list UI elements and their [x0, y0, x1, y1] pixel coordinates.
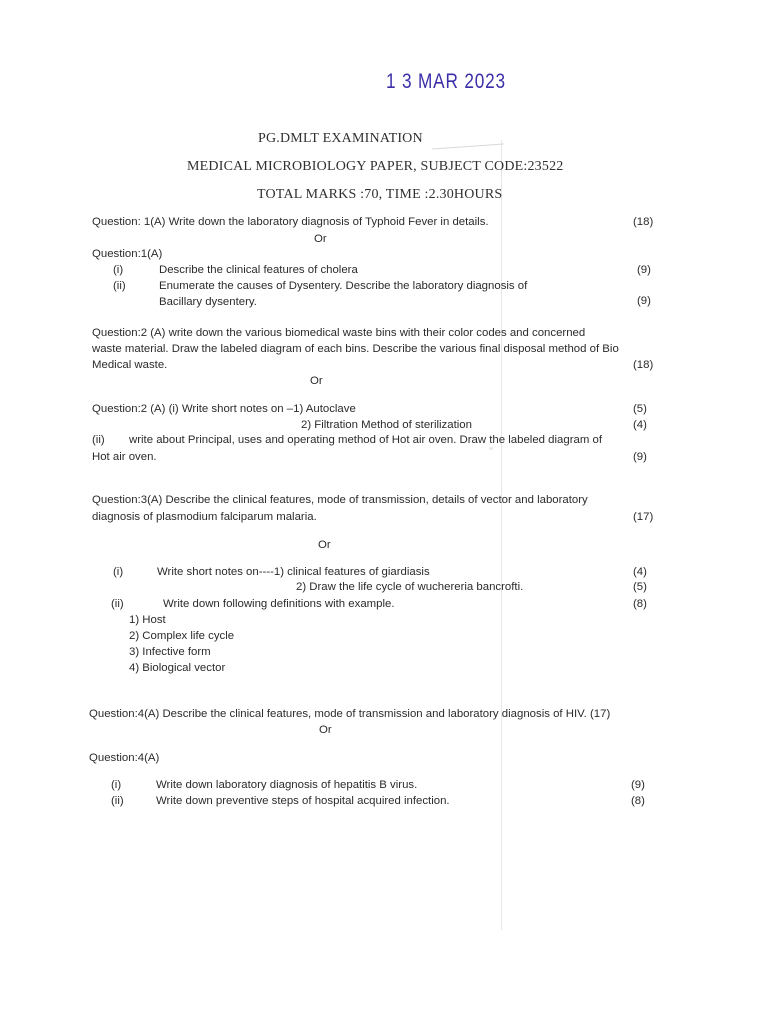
scan-smudge	[489, 447, 493, 450]
q2-ii-marks: (9)	[633, 451, 647, 463]
exam-title: PG.DMLT EXAMINATION	[258, 131, 423, 146]
q1-a-marks: (18)	[633, 216, 654, 228]
q3-or: Or	[318, 539, 331, 551]
q4-alt-title: Question:4(A)	[89, 752, 160, 764]
q3-ii-marks: (8)	[633, 598, 647, 610]
q2-b-line-1-marks: (5)	[633, 403, 647, 415]
q1-a-text: Question: 1(A) Write down the laboratory diagnosis of Typhoid Fever in details.	[92, 216, 489, 228]
q3-a-line-1: Question:3(A) Describe the clinical features, mode of transmission, details of vector and laboratory	[92, 494, 588, 506]
q2-ii-num: (ii)	[92, 434, 105, 446]
q4-i-text: Write down laboratory diagnosis of hepatitis B virus.	[156, 779, 418, 791]
paper-title: MEDICAL MICROBIOLOGY PAPER, SUBJECT CODE:23522	[187, 159, 564, 174]
q3-i-text-2: 2) Draw the life cycle of wuchereria bancrofti.	[296, 581, 524, 593]
q2-a-marks: (18)	[633, 359, 654, 371]
q2-ii-text-1: write about Principal, uses and operating method of Hot air oven. Draw the labeled diagram of	[129, 434, 602, 446]
q2-b-line-2: 2) Filtration Method of sterilization	[301, 419, 472, 431]
q1-ii-text-2: Bacillary dysentery.	[159, 296, 257, 308]
definition-item: 1) Host	[129, 614, 166, 626]
definition-item: 3) Infective form	[129, 646, 211, 658]
q1-ii-text-1: Enumerate the causes of Dysentery. Describe the laboratory diagnosis of	[159, 280, 528, 292]
q1-or: Or	[314, 233, 327, 245]
q2-or: Or	[310, 375, 323, 387]
q1-i-text: Describe the clinical features of cholera	[159, 264, 358, 276]
q1-ii-num: (ii)	[113, 280, 126, 292]
q2-a-line-2: waste material. Draw the labeled diagram of each bins. Describe the various final disposal method of Bio	[92, 343, 619, 355]
q1-ii-marks: (9)	[637, 295, 651, 307]
q2-b-line-1: Question:2 (A) (i) Write short notes on –1) Autoclave	[92, 403, 356, 415]
q3-ii-num: (ii)	[111, 598, 124, 610]
q2-a-line-3: Medical waste.	[92, 359, 168, 371]
pen-stroke	[432, 143, 504, 149]
q1-i-num: (i)	[113, 264, 124, 276]
marks-time: TOTAL MARKS :70, TIME :2.30HOURS	[257, 187, 503, 202]
q4-i-num: (i)	[111, 779, 122, 791]
date-stamp: 1 3 MAR 2023	[386, 70, 506, 93]
q3-i-text: Write short notes on----1) clinical features of giardiasis	[157, 566, 430, 578]
q3-i-marks-2: (5)	[633, 581, 647, 593]
q3-i-num: (i)	[113, 566, 124, 578]
q1-alt-title: Question:1(A)	[92, 248, 163, 260]
q3-i-marks: (4)	[633, 566, 647, 578]
q3-ii-text: Write down following definitions with example.	[163, 598, 395, 610]
definition-item: 4) Biological vector	[129, 662, 226, 674]
q4-ii-text: Write down preventive steps of hospital acquired infection.	[156, 795, 450, 807]
q1-i-marks: (9)	[637, 264, 651, 276]
q2-a-line-1: Question:2 (A) write down the various biomedical waste bins with their color codes and concerned	[92, 327, 586, 339]
q4-i-marks: (9)	[631, 779, 645, 791]
q2-b-line-2-marks: (4)	[633, 419, 647, 431]
scan-fold-line	[501, 140, 502, 930]
q4-a-text: Question:4(A) Describe the clinical features, mode of transmission and laboratory diagnosis of HIV. (17)	[89, 708, 611, 720]
q4-or: Or	[319, 724, 332, 736]
q4-ii-num: (ii)	[111, 795, 124, 807]
definition-item: 2) Complex life cycle	[129, 630, 235, 642]
q3-a-line-2: diagnosis of plasmodium falciparum malaria.	[92, 511, 317, 523]
q2-ii-text-2: Hot air oven.	[92, 451, 157, 463]
q3-a-marks: (17)	[633, 511, 654, 523]
q4-ii-marks: (8)	[631, 795, 645, 807]
